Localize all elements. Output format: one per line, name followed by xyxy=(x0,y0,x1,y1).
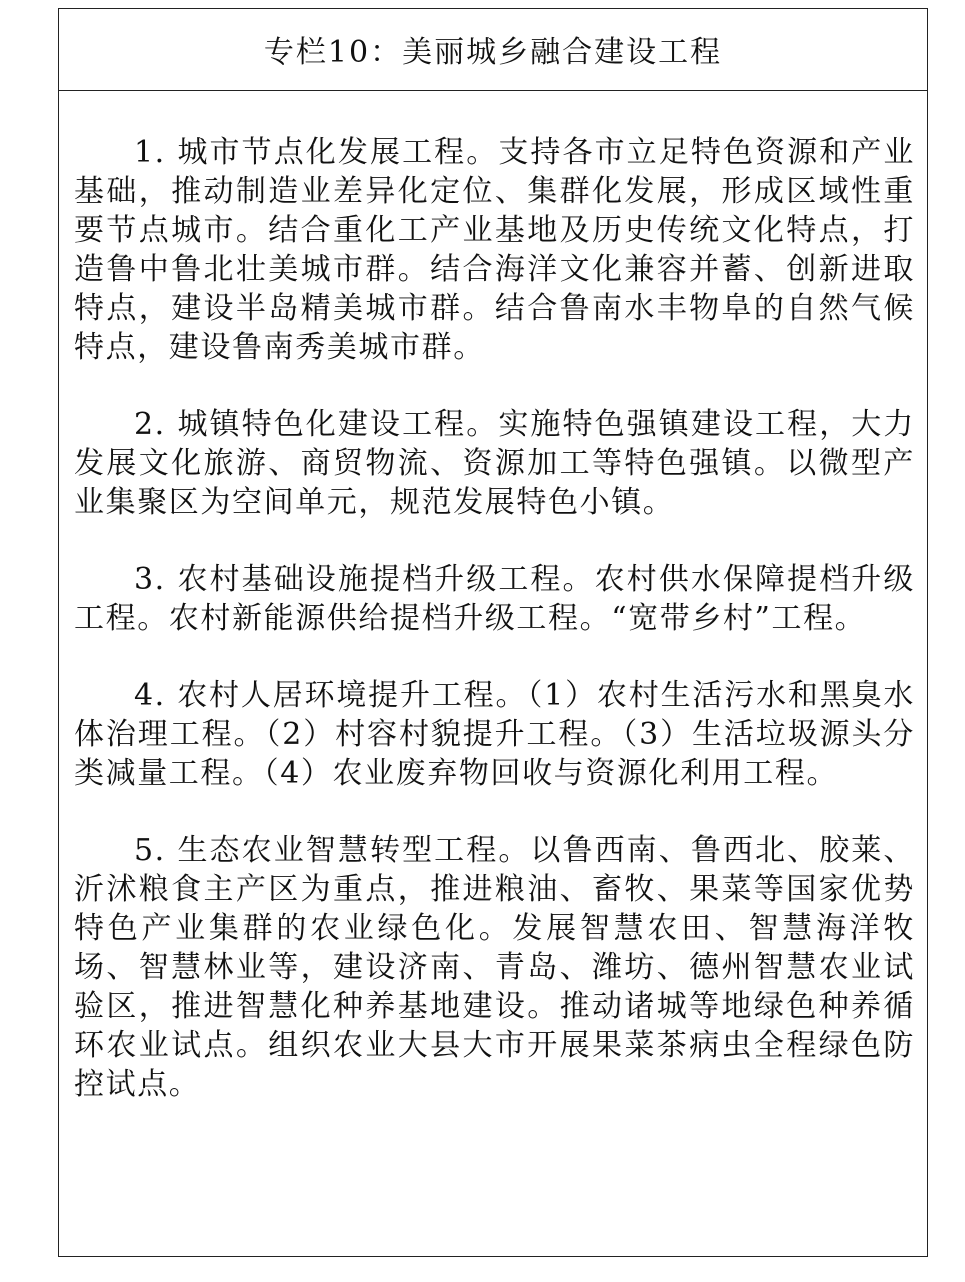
column-body xyxy=(74,133,915,1142)
paragraph-4: 4. 农村人居环境提升工程。（1）农村生活污水和黑臭水体治理工程。（2）村容村貌提升工程。（3）生活垃圾源头分类减量工程。（4）农业废弃物回收与资源化利用工程。 xyxy=(74,678,915,791)
paragraph-3: 3. 农村基础设施提档升级工程。农村供水保障提档升级工程。农村新能源供给提档升级工程。“宽带乡村”工程。 xyxy=(74,562,915,636)
column-header xyxy=(59,9,927,91)
paragraph-1: 1. 城市节点化发展工程。支持各市立足特色资源和产业基础，推动制造业差异化定位、集群化发展，形成区域性重要节点城市。结合重化工产业基地及历史传统文化特点，打造鲁中鲁北壮美城市群。结合海洋文化兼容并蓄、创新进取特点，建设半岛精美城市群。结合鲁南水丰物阜的自然气候特点，建设鲁南秀美城市群。 xyxy=(74,135,915,365)
column-box xyxy=(58,8,928,1257)
column-title: 专栏10：美丽城乡融合建设工程 xyxy=(263,34,723,70)
paragraph-5: 5. 生态农业智慧转型工程。以鲁西南、鲁西北、胶莱、沂沭粮食主产区为重点，推进粮油、畜牧、果菜等国家优势特色产业集群的农业绿色化。发展智慧农田、智慧海洋牧场、智慧林业等，建设济南、青岛、潍坊、德州智慧农业试验区，推进智慧化种养基地建设。推动诸城等地绿色种养循环农业试点。组织农业大县大市开展果菜茶病虫全程绿色防控试点。 xyxy=(74,833,915,1102)
paragraph-2: 2. 城镇特色化建设工程。实施特色强镇建设工程，大力发展文化旅游、商贸物流、资源加工等特色强镇。以微型产业集聚区为空间单元，规范发展特色小镇。 xyxy=(74,407,915,520)
